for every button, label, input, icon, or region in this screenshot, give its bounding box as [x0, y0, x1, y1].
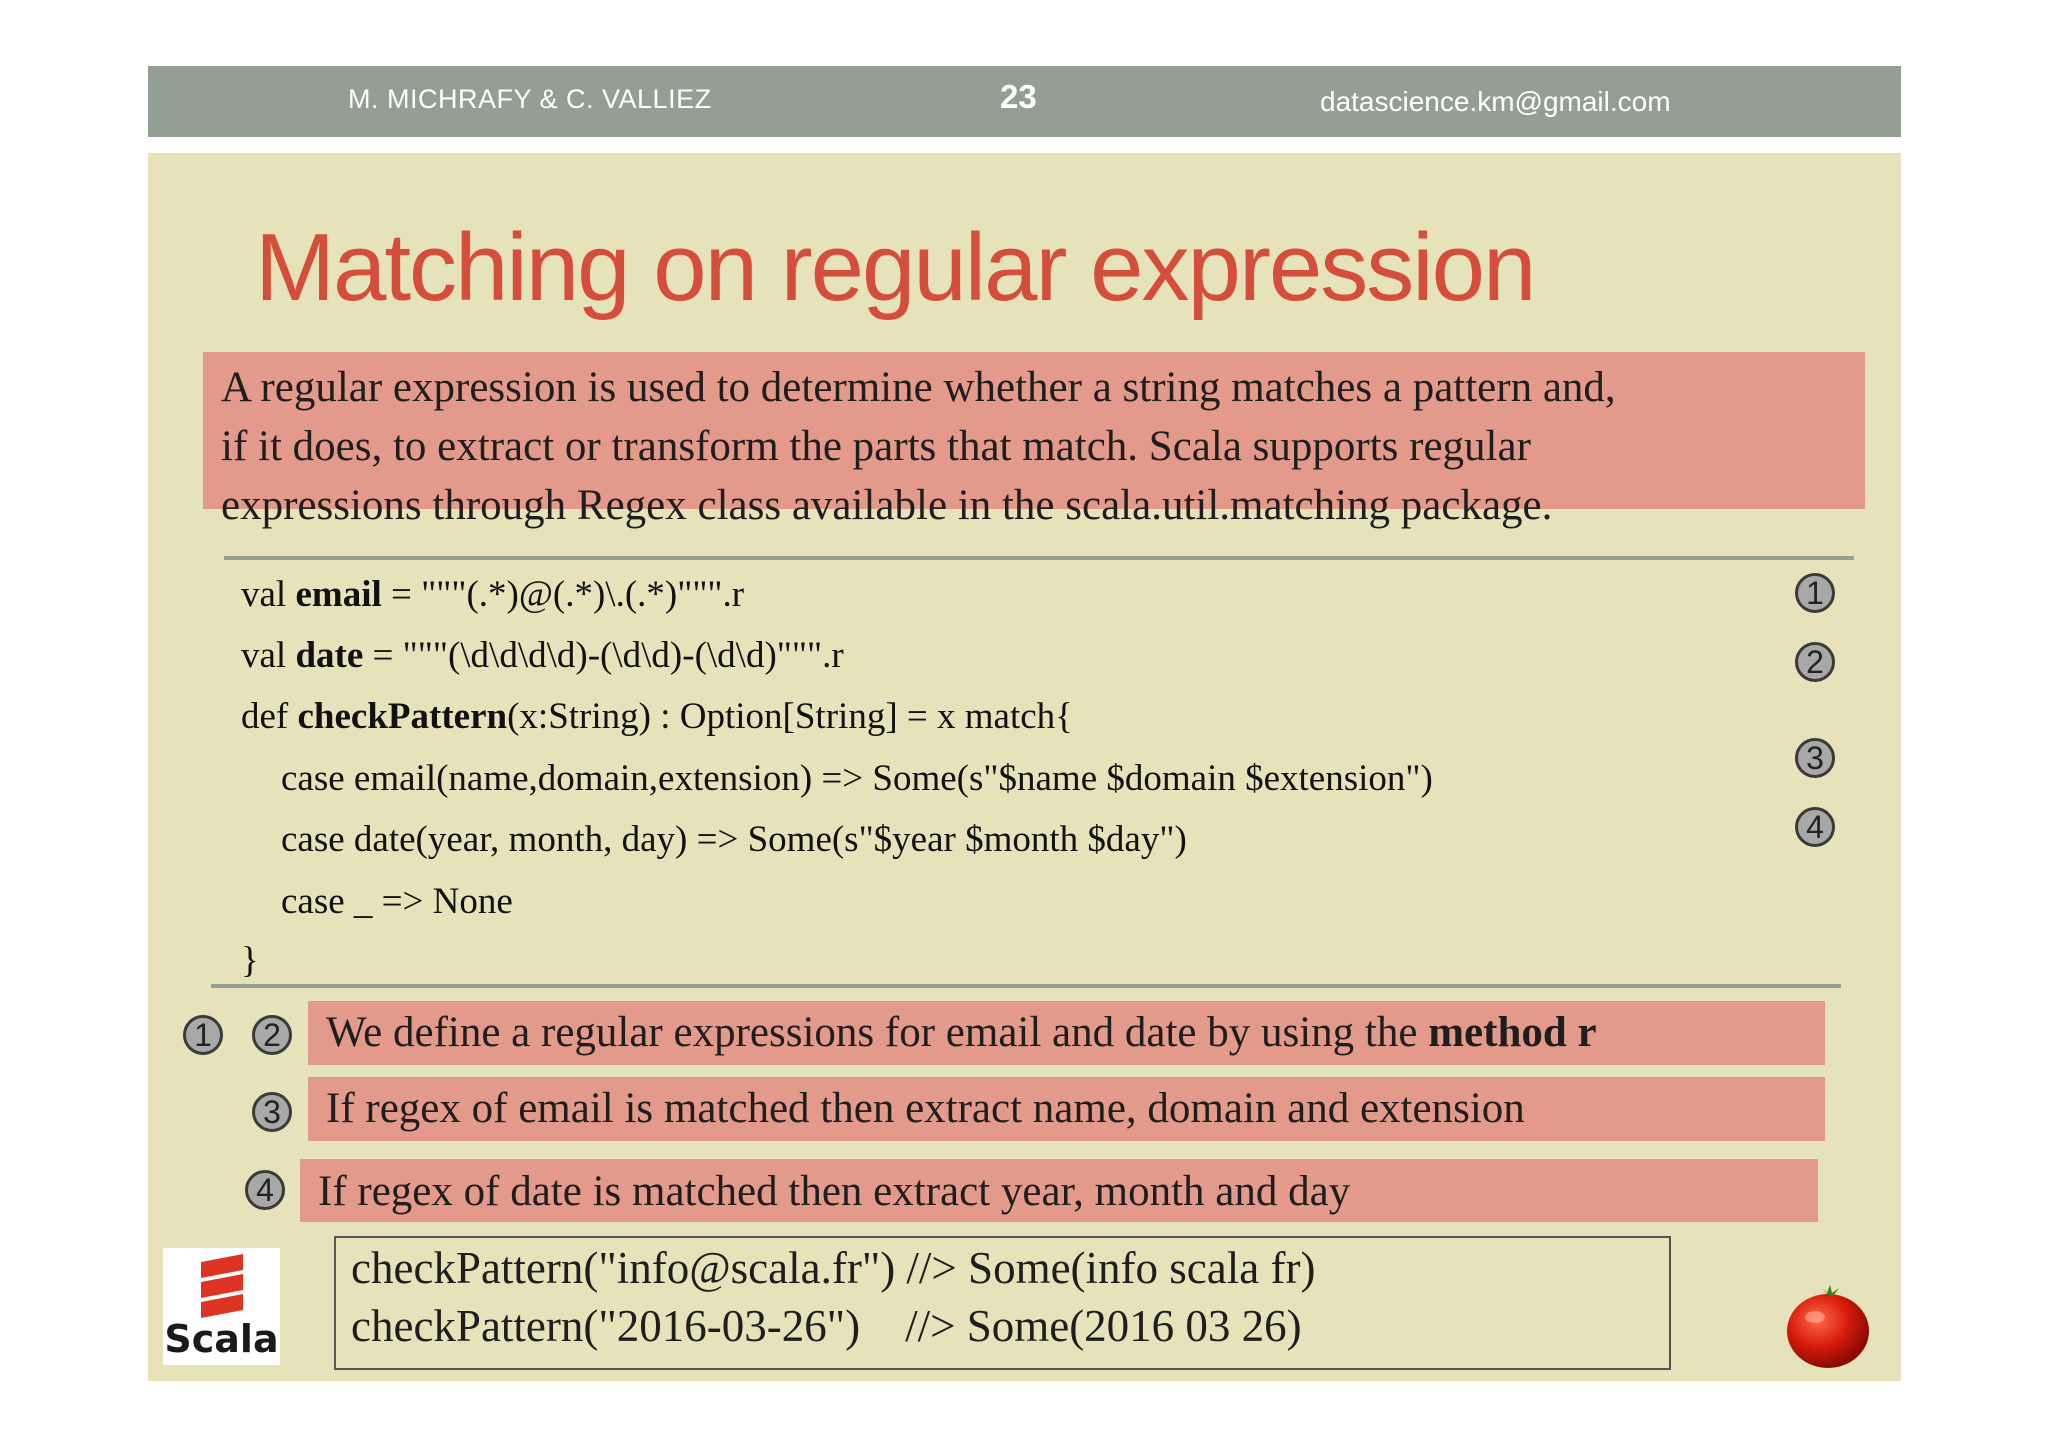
- code-line-7: }: [241, 940, 259, 981]
- note-marker-2: 2: [252, 1015, 292, 1055]
- code-line-3: def checkPattern(x:String) : Option[String] = x match{: [241, 696, 1073, 737]
- code-line-5: case date(year, month, day) => Some(s"$year $month $day"): [281, 819, 1187, 860]
- authors: M. MICHRAFY & C. VALLIEZ: [348, 84, 712, 114]
- marker-3: 3: [1795, 738, 1835, 778]
- tomato-icon: [1783, 1281, 1873, 1371]
- intro-box: [203, 352, 1865, 529]
- note-3: If regex of email is matched then extract name, domain and extension: [308, 1077, 1825, 1141]
- code-line-2: val date = """(\d\d\d\d)-(\d\d)-(\d\d)""".r: [241, 635, 844, 676]
- note-1: We define a regular expressions for email and date by using the method r: [308, 1001, 1825, 1065]
- note-marker-4: 4: [245, 1170, 285, 1210]
- slide-body: [148, 153, 1901, 1381]
- slide-title: Matching on regular expression: [255, 214, 1535, 321]
- note-4: If regex of date is matched then extract year, month and day: [300, 1159, 1818, 1222]
- intro-text: A regular expression is used to determine whether a string matches a pattern and, if it does, to extract or transform the parts that match. Scala supports regular expressions through Regex class available in the scala.util.matching package.: [221, 364, 1616, 529]
- note-marker-1: 1: [183, 1015, 223, 1055]
- page-number: 23: [1000, 78, 1037, 115]
- code-line-1: val email = """(.*)@(.*)\.(.*)""".r: [241, 574, 745, 615]
- code-line-6: case _ => None: [281, 881, 513, 922]
- result-line-1: checkPattern("info@scala.fr") //> Some(info scala fr): [351, 1243, 1316, 1293]
- marker-1: 1: [1795, 573, 1835, 613]
- scala-logo-text: Scala: [164, 1317, 279, 1361]
- marker-4: 4: [1795, 807, 1835, 847]
- result-box: [334, 1236, 1671, 1370]
- note-marker-3: 3: [252, 1092, 292, 1132]
- scala-logo: [163, 1248, 280, 1365]
- code-line-4: case email(name,domain,extension) => Some(s"$name $domain $extension"): [281, 758, 1433, 799]
- result-line-2: checkPattern("2016-03-26") //> Some(2016 03 26): [351, 1301, 1302, 1351]
- slide-header: [148, 66, 1901, 137]
- code-bottom-rule: [211, 984, 1841, 988]
- code-top-rule: [224, 556, 1854, 560]
- contact-email: datascience.km@gmail.com: [1320, 86, 1671, 117]
- marker-2: 2: [1795, 642, 1835, 682]
